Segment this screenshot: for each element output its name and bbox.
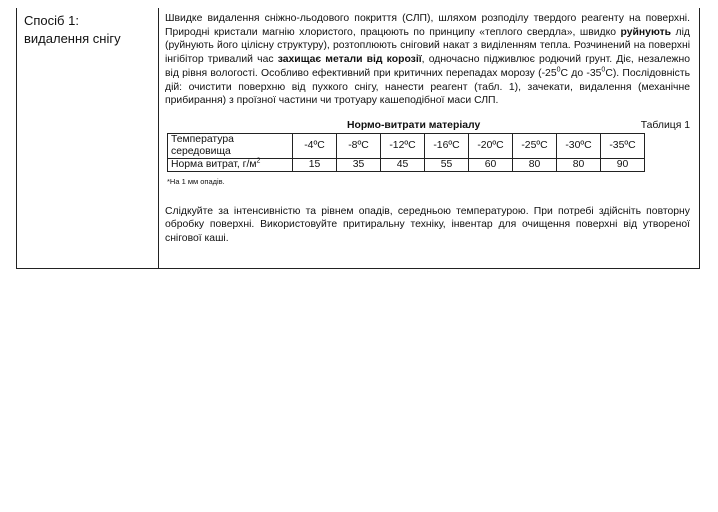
row-label-temperature: Температура середовища: [168, 133, 293, 158]
description-cell: [165, 12, 690, 246]
rate-cell: 80: [557, 158, 601, 171]
column-divider: [158, 8, 159, 268]
row-label-rate: [168, 158, 293, 171]
table-footnote: *На 1 мм опадів.: [167, 176, 225, 186]
method-table-frame: [16, 8, 700, 269]
rate-cell: 60: [469, 158, 513, 171]
temp-cell: -8ºС: [337, 133, 381, 158]
method-number: Спосіб 1:: [24, 13, 79, 28]
rate-cell: 90: [601, 158, 645, 171]
description-text-2: лід (руйнують його цілісну структуру), розтоплюють сніговий накат з виділенням тепла. Розчинений на поверхні інгібітор тривалий час: [165, 26, 690, 66]
rate-cell: 80: [513, 158, 557, 171]
table-row-rate: [168, 158, 645, 171]
advice-paragraph: Слідкуйте за інтенсивністю та рівнем опадів, середньою температурою. При потребі здійсніть повторну обробку поверхні. Використовуйте притиральну техніку, інвентар для очищення поверхні від утвореної снігової каші.: [165, 205, 690, 245]
description-text-1: Швидке видалення сніжно-льодового покриття (СЛП), шляхом розподілу твердого реагенту на поверхні. Природні кристали магнію хлористого, працюють по принципу «теплого свердла», швидко: [165, 13, 690, 38]
degree-sup-2: 0: [601, 66, 606, 74]
description-bold-1: руйнують: [620, 26, 672, 38]
temp-cell: -12ºС: [381, 133, 425, 158]
norms-table: [167, 133, 645, 172]
norms-table-number: Таблиця 1: [640, 119, 690, 131]
description-bold-2: захищає метали від корозії: [277, 54, 422, 66]
rate-label-sup: 2: [256, 157, 261, 165]
temp-cell: -20ºС: [469, 133, 513, 158]
temp-cell: -35ºС: [601, 133, 645, 158]
temp-cell: -4ºС: [293, 133, 337, 158]
temp-cell: -16ºС: [425, 133, 469, 158]
description-text-4: С). Послідовність дій: очистити поверхню від пухкого снігу, нанести реагент (табл. 1), зачекати, видалення (механічне прибирання) з проїзної частини чи тротуару кашеподібної маси СЛП.: [165, 67, 691, 107]
temp-cell: -30ºС: [557, 133, 601, 158]
rate-cell: 35: [337, 158, 381, 171]
table-row-temperature: [168, 133, 645, 158]
rate-label-text: Норма витрат, г/м: [171, 158, 257, 170]
degree-sup-1: 0: [556, 66, 561, 74]
description-text-3b: С до -35: [560, 67, 602, 79]
description-text-3: , одночасно підживлює родючий грунт. Діє, незалежно від рівня вологості. Особливо ефективний при критичних перепадах морозу (-25: [165, 54, 690, 79]
rate-cell: 55: [425, 158, 469, 171]
method-cell: [24, 12, 154, 48]
rate-cell: 15: [293, 158, 337, 171]
norms-table-header: [165, 119, 690, 132]
description-paragraph: [165, 12, 690, 108]
norms-table-title: Нормо-витрати матеріалу: [347, 119, 481, 131]
temp-cell: -25ºС: [513, 133, 557, 158]
rate-cell: 45: [381, 158, 425, 171]
method-title: видалення снігу: [24, 31, 121, 46]
